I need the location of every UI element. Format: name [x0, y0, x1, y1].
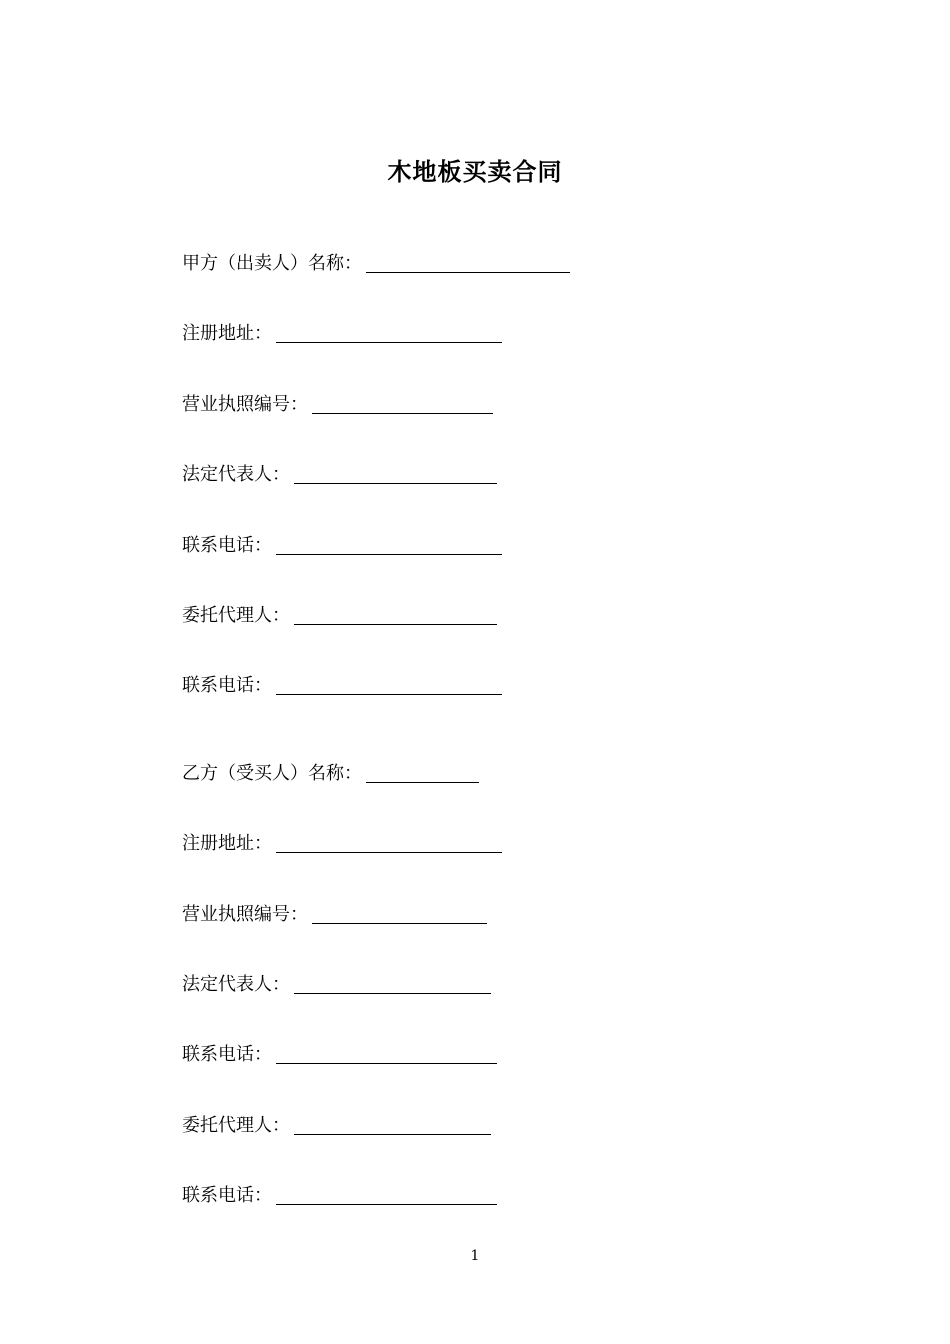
- party-a-agent-blank[interactable]: [294, 604, 497, 625]
- party-b-legal-rep-label: 法定代表人：: [182, 974, 290, 995]
- party-b-license-blank[interactable]: [312, 903, 487, 924]
- party-b-phone-field: [182, 1037, 497, 1067]
- party-b-license-field: [182, 897, 487, 927]
- document-title: 木地板买卖合同: [387, 157, 563, 186]
- party-a-legal-rep-blank[interactable]: [294, 463, 497, 484]
- party-a-agent-phone-label: 联系电话：: [182, 675, 272, 696]
- party-a-address-label: 注册地址：: [182, 323, 272, 344]
- party-a-agent-label: 委托代理人：: [182, 605, 290, 626]
- party-b-agent-label: 委托代理人：: [182, 1115, 290, 1136]
- party-b-agent-field: [182, 1108, 491, 1138]
- party-b-address-label: 注册地址：: [182, 833, 272, 854]
- party-b-agent-blank[interactable]: [294, 1114, 491, 1135]
- party-b-agent-phone-blank[interactable]: [276, 1184, 497, 1205]
- party-a-license-blank[interactable]: [312, 393, 493, 414]
- party-a-agent-field: [182, 598, 497, 628]
- party-b-phone-blank[interactable]: [276, 1043, 497, 1064]
- party-a-license-field: [182, 387, 493, 417]
- party-b-name-blank[interactable]: [366, 762, 479, 783]
- party-a-legal-rep-field: [182, 457, 497, 487]
- party-b-agent-phone-label: 联系电话：: [182, 1185, 272, 1206]
- party-a-agent-phone-field: [182, 668, 502, 698]
- party-b-name-field: [182, 756, 479, 786]
- party-b-legal-rep-blank[interactable]: [294, 973, 491, 994]
- party-b-phone-label: 联系电话：: [182, 1044, 272, 1065]
- party-b-agent-phone-field: [182, 1178, 497, 1208]
- party-b-legal-rep-field: [182, 967, 491, 997]
- party-a-name-field: [182, 246, 570, 276]
- party-a-agent-phone-blank[interactable]: [276, 674, 502, 695]
- party-a-license-label: 营业执照编号：: [182, 394, 308, 415]
- party-a-address-blank[interactable]: [276, 322, 502, 343]
- party-a-phone-label: 联系电话：: [182, 535, 272, 556]
- party-b-license-label: 营业执照编号：: [182, 904, 308, 925]
- party-b-name-label: 乙方（受买人）名称：: [182, 763, 362, 784]
- party-a-address-field: [182, 316, 502, 346]
- party-a-legal-rep-label: 法定代表人：: [182, 464, 290, 485]
- party-a-name-label: 甲方（出卖人）名称：: [182, 253, 362, 274]
- party-a-phone-blank[interactable]: [276, 534, 502, 555]
- party-b-address-field: [182, 826, 502, 856]
- party-a-name-blank[interactable]: [366, 252, 570, 273]
- party-a-phone-field: [182, 528, 502, 558]
- party-b-address-blank[interactable]: [276, 832, 502, 853]
- page-number: 1: [470, 1248, 480, 1264]
